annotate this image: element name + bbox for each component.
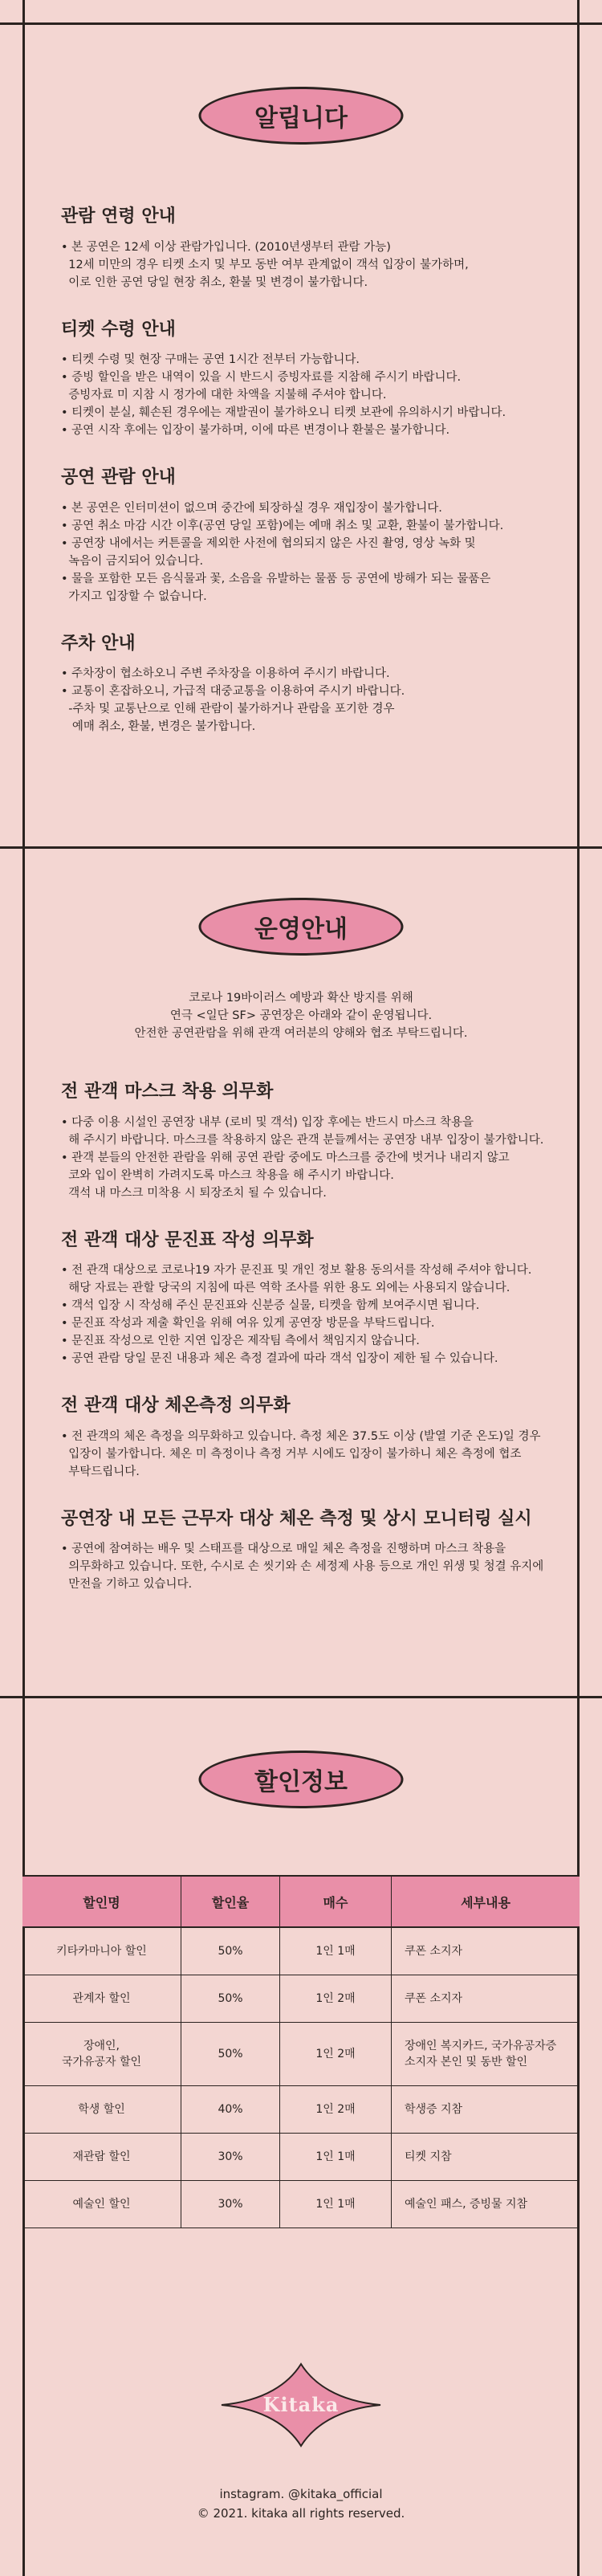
- footer: [0, 2484, 602, 2523]
- body-line: • 공연 관람 당일 문진 내용과 체온 측정 결과에 따라 객석 입장이 제한 될 수 있습니다.: [61, 1352, 498, 1366]
- discount-name: 장애인, 국가유공자 할인: [22, 2023, 181, 2086]
- body-line: 가지고 입장할 수 없습니다.: [61, 589, 207, 603]
- body-line: 부탁드립니다.: [61, 1465, 140, 1478]
- discount-name: 학생 할인: [22, 2086, 181, 2134]
- body-line: • 공연에 참여하는 배우 및 스태프를 대상으로 매일 체온 측정을 진행하며 마스크 착용을: [61, 1543, 506, 1556]
- block-body: [61, 1262, 541, 1367]
- header-rate: 할인율: [181, 1876, 280, 1927]
- section-divider-2: [0, 1696, 602, 1698]
- body-line: -주차 및 교통난으로 인해 관람이 불가하거나 관람을 포기한 경우: [61, 703, 395, 716]
- intro-line: 안전한 공연관람을 위해 관객 여러분의 양해와 협조 부탁드립니다.: [134, 1027, 468, 1040]
- instagram-handle: instagram. @kitaka_official: [219, 2487, 383, 2501]
- body-line: 증빙자료 미 지참 시 정가에 대한 차액을 지불해 주셔야 합니다.: [61, 389, 387, 402]
- body-line: 해당 자료는 관할 당국의 지침에 따른 역학 조사를 위한 용도 외에는 사용되지 않습니다.: [61, 1282, 510, 1295]
- intro-line: 코로나 19바이러스 예방과 확산 방지를 위해: [189, 992, 413, 1005]
- body-line: • 증빙 할인을 받은 내역이 있을 시 반드시 증빙자료를 지참해 주시기 바랍니다.: [61, 371, 462, 385]
- discount-rate: 30%: [181, 2181, 280, 2228]
- discount-count: 1인 1매: [280, 2134, 392, 2181]
- discount-count: 1인 2매: [280, 2023, 392, 2086]
- operation-title-badge: [199, 898, 404, 956]
- discount-detail: 예술인 패스, 증빙물 지참: [392, 2181, 580, 2228]
- notice-block: [61, 467, 541, 605]
- section-divider-1: [0, 846, 602, 849]
- table-row: [22, 2023, 580, 2086]
- discount-title: 할인정보: [254, 1768, 348, 1796]
- block-heading: 공연 관람 안내: [61, 467, 176, 488]
- operation-title: 운영안내: [254, 915, 348, 944]
- body-line: • 교통이 혼잡하오니, 가급적 대중교통을 이용하여 주시기 바랍니다.: [61, 685, 405, 699]
- body-line: • 관객 분들의 안전한 관람을 위해 공연 관람 중에도 마스크를 중간에 벗거나 내리지 않고: [61, 1151, 510, 1164]
- body-line: 만전을 기하고 있습니다.: [61, 1578, 193, 1592]
- body-line: 12세 미만의 경우 티켓 소지 및 부모 동반 여부 관계없이 객석 입장이 불가하며,: [61, 258, 469, 271]
- discount-detail: 장애인 복지카드, 국가유공자증 소지자 본인 및 동반 할인: [392, 2023, 580, 2086]
- operation-content: [61, 1081, 544, 1620]
- body-line: • 다중 이용 시설인 공연장 내부 (로비 및 객석) 입장 후에는 반드시 마스크 착용을: [61, 1115, 474, 1129]
- header-count: 매수: [280, 1876, 392, 1927]
- discount-name: 관계자 할인: [22, 1975, 181, 2023]
- table-row: [22, 1975, 580, 2023]
- block-heading: 관람 연령 안내: [61, 206, 176, 226]
- block-heading: 전 관객 마스크 착용 의무화: [61, 1082, 274, 1102]
- body-line: 입장이 불가합니다. 체온 미 측정이나 측정 거부 시에도 입장이 불가하니 체온 측정에 협조: [61, 1447, 522, 1461]
- block-heading: 전 관객 대상 체온측정 의무화: [61, 1396, 291, 1416]
- body-line: 객석 내 마스크 미착용 시 퇴장조치 될 수 있습니다.: [61, 1186, 327, 1200]
- notice-title-badge: [199, 87, 404, 145]
- body-line: • 본 공연은 인터미션이 없으며 중간에 퇴장하실 경우 재입장이 불가합니다.: [61, 501, 442, 515]
- discount-count: 1인 1매: [280, 2181, 392, 2228]
- block-heading: 티켓 수령 안내: [61, 319, 176, 340]
- block-heading: 주차 안내: [61, 633, 136, 654]
- kitaka-logo: [217, 2361, 385, 2449]
- discount-rate: 40%: [181, 2086, 280, 2134]
- body-line: • 주차장이 협소하오니 주변 주차장을 이용하여 주시기 바랍니다.: [61, 667, 390, 681]
- operation-block: [61, 1229, 541, 1368]
- discount-title-badge: [199, 1751, 404, 1808]
- logo-text: Kitaka: [262, 2393, 340, 2416]
- discount-detail: 쿠폰 소지자: [392, 1975, 580, 2023]
- notice-title: 알립니다: [254, 104, 348, 132]
- block-body: [61, 1428, 541, 1481]
- block-body: [61, 238, 541, 291]
- discount-count: 1인 1매: [280, 1927, 392, 1975]
- operation-block: [61, 1081, 544, 1202]
- discount-detail: 학생증 지참: [392, 2086, 580, 2134]
- notice-content: [61, 206, 541, 763]
- discount-count: 1인 2매: [280, 2086, 392, 2134]
- body-line: • 본 공연은 12세 이상 관람가입니다. (2010년생부터 관람 가능): [61, 240, 391, 254]
- body-line: • 전 관객 대상으로 코로나19 자가 문진표 및 개인 정보 활용 동의서를 작성해 주셔야 합니다.: [61, 1264, 532, 1278]
- block-body: [61, 1114, 544, 1202]
- body-line: • 물을 포함한 모든 음식물과 꽃, 소음을 유발하는 물품 등 공연에 방해가 되는 물품은: [61, 572, 491, 585]
- body-line: • 티켓 수령 및 현장 구매는 공연 1시간 전부터 가능합니다.: [61, 353, 360, 367]
- body-line: 이로 인한 공연 당일 현장 취소, 환불 및 변경이 불가합니다.: [61, 275, 368, 289]
- body-line: 코와 입이 완벽히 가려지도록 마스크 착용을 해 주시기 바랍니다.: [61, 1168, 394, 1182]
- block-heading: 공연장 내 모든 근무자 대상 체온 측정 및 상시 모니터링 실시: [61, 1508, 532, 1529]
- notice-block: [61, 319, 541, 440]
- notice-block: [61, 633, 541, 736]
- header-detail: 세부내용: [392, 1876, 580, 1927]
- body-line: • 객석 입장 시 작성해 주신 문진표와 신분증 실물, 티켓을 함께 보여주시면 됩니다.: [61, 1299, 480, 1313]
- body-line: 예매 취소, 환불, 변경은 불가합니다.: [61, 720, 256, 734]
- operation-block: [61, 1395, 541, 1481]
- table-row: [22, 2181, 580, 2228]
- notice-block: [61, 206, 541, 291]
- discount-count: 1인 2매: [280, 1975, 392, 2023]
- body-line: • 문진표 작성과 제출 확인을 위해 여유 있게 공연장 방문을 부탁드립니다.: [61, 1317, 435, 1331]
- header-name: 할인명: [22, 1876, 181, 1927]
- body-line: • 전 관객의 체온 측정을 의무화하고 있습니다. 측정 체온 37.5도 이상 (발열 기준 온도)일 경우: [61, 1429, 541, 1443]
- table-row: [22, 2134, 580, 2181]
- block-heading: 전 관객 대상 문진표 작성 의무화: [61, 1229, 314, 1250]
- block-body: [61, 665, 541, 736]
- discount-name: 재관람 할인: [22, 2134, 181, 2181]
- discount-table-header: [22, 1876, 580, 1927]
- discount-rate: 30%: [181, 2134, 280, 2181]
- block-body: [61, 499, 541, 605]
- body-line: • 문진표 작성으로 인한 지연 입장은 제작팀 측에서 책임지지 않습니다.: [61, 1335, 420, 1348]
- table-row: [22, 2086, 580, 2134]
- body-line: 녹음이 금지되어 있습니다.: [61, 554, 204, 568]
- body-line: 해 주시기 바랍니다. 마스크를 착용하지 않은 관객 분들께서는 공연장 내부 입장이 불가합니다.: [61, 1133, 544, 1147]
- discount-rate: 50%: [181, 2023, 280, 2086]
- discount-detail: 쿠폰 소지자: [392, 1927, 580, 1975]
- operation-block: [61, 1508, 544, 1594]
- body-line: • 티켓이 분실, 훼손된 경우에는 재발권이 불가하오니 티켓 보관에 유의하시기 바랍니다.: [61, 406, 506, 420]
- table-row: [22, 1927, 580, 1975]
- block-body: [61, 1540, 544, 1593]
- intro-line: 연극 <일단 SF> 공연장은 아래와 같이 운영됩니다.: [169, 1009, 433, 1022]
- discount-name: 예술인 할인: [22, 2181, 181, 2228]
- discount-detail: 티켓 지참: [392, 2134, 580, 2181]
- copyright: © 2021. kitaka all rights reserved.: [197, 2506, 405, 2521]
- body-line: 의무화하고 있습니다. 또한, 수시로 손 씻기와 손 세정제 사용 등으로 개인 위생 및 청결 유지에: [61, 1560, 544, 1574]
- operation-intro: [61, 989, 541, 1042]
- discount-rate: 50%: [181, 1927, 280, 1975]
- body-line: • 공연 취소 마감 시간 이후(공연 당일 포함)에는 예매 취소 및 교환, 환불이 불가합니다.: [61, 519, 504, 532]
- frame-top-line: [0, 22, 602, 25]
- block-body: [61, 351, 541, 439]
- discount-name: 키타카마니아 할인: [22, 1927, 181, 1975]
- body-line: • 공연 시작 후에는 입장이 불가하며, 이에 따른 변경이나 환불은 불가합니다.: [61, 424, 450, 438]
- discount-table: [22, 1875, 580, 2228]
- body-line: • 공연장 내에서는 커튼콜을 제외한 사전에 협의되지 않은 사진 촬영, 영상 녹화 및: [61, 536, 476, 550]
- discount-rate: 50%: [181, 1975, 280, 2023]
